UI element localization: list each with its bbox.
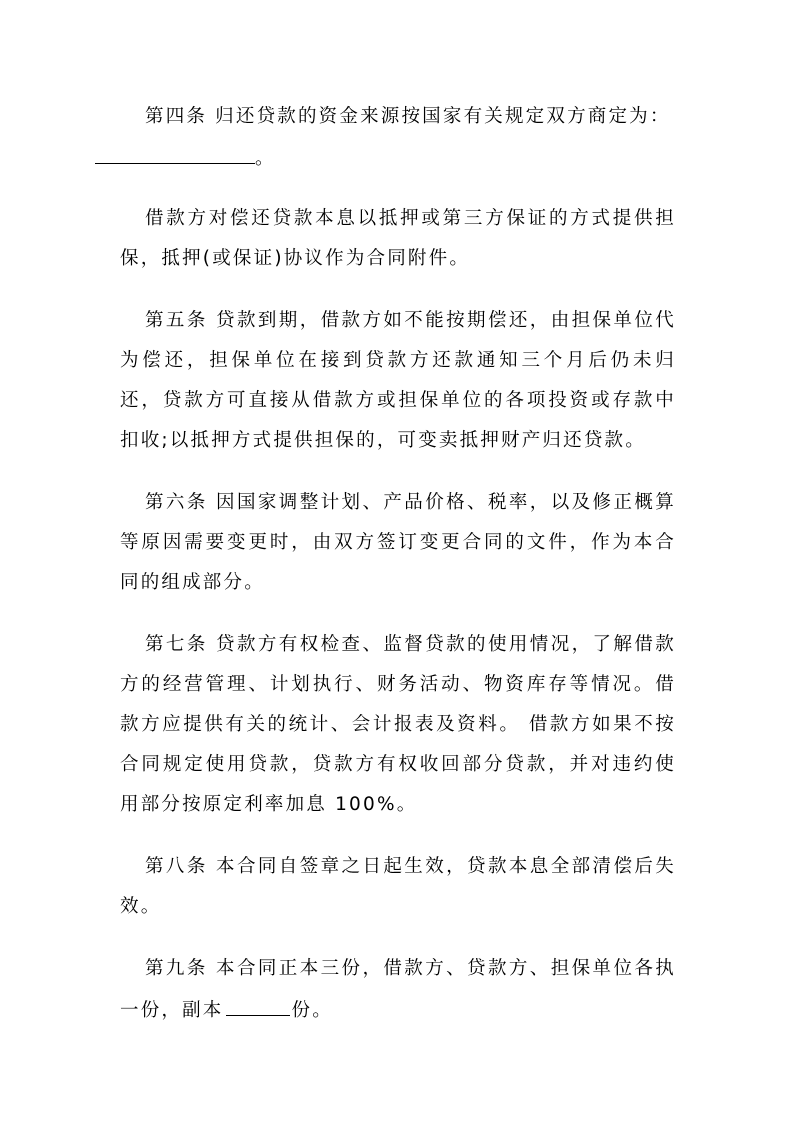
article-8-text: 第八条 本合同自签章之日起生效，贷款本息全部清偿后失效。 [120,856,676,917]
guarantee-paragraph [120,199,676,279]
article-4-text: 第四条 归还贷款的资金来源按国家有关规定双方商定为： [145,106,671,127]
article-4-paragraph [120,97,676,179]
article-6-text: 第六条 因国家调整计划、产品价格、税率，以及修正概算等原因需要变更时，由双方签订变更合同的文件，作为本合同的组成部分。 [120,492,676,593]
article-7-text: 第七条 贷款方有权检查、监督贷款的使用情况，了解借款方的经营管理、计划执行、财务活动、物资库存等情况。借款方应提供有关的统计、会计报表及资料。 借款方如果不按合同规定使用贷款，贷款方有权收回部分贷款，并对违约使用部分按原定利率加息 100%。 [120,634,676,815]
article-7-paragraph [120,625,676,825]
article-9-text: 第九条 本合同正本三份，借款方、贷款方、担保单位各执一份，副本 [120,958,676,1021]
funding-source-blank [95,137,255,164]
guarantee-text: 借款方对偿还贷款本息以抵押或第三方保证的方式提供担保，抵押(或保证)协议作为合同附件。 [120,208,676,269]
article-5-paragraph [120,301,676,461]
copies-count-blank [226,989,290,1016]
contract-body [120,97,676,1053]
article-9-end: 份。 [291,1000,333,1021]
article-5-text: 第五条 贷款到期，借款方如不能按期偿还，由担保单位代为偿还，担保单位在接到贷款方还款通知三个月后仍未归还，贷款方可直接从借款方或担保单位的各项投资或存款中扣收;以抵押方式提供担保的，可变卖抵押财产归还贷款。 [120,310,676,451]
article-6-paragraph [120,483,676,603]
article-4-end-mark: 。 [255,148,276,169]
article-9-paragraph [120,949,676,1031]
article-8-paragraph [120,847,676,927]
